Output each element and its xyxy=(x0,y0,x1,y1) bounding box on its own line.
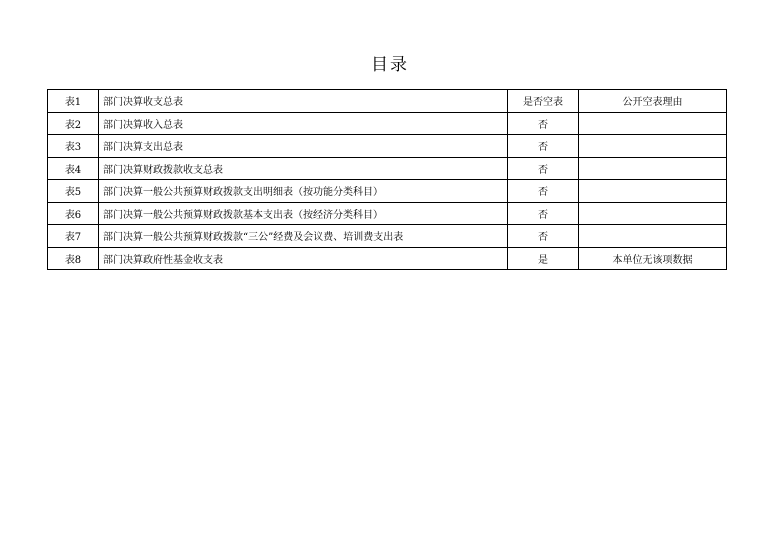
table-row xyxy=(48,225,727,248)
table-name-cell: 部门决算收支总表 xyxy=(99,90,508,113)
table-row xyxy=(48,247,727,270)
table-code-cell: 表4 xyxy=(48,157,99,180)
is-empty-cell: 否 xyxy=(508,225,579,248)
is-empty-cell: 否 xyxy=(508,180,579,203)
table-code-cell: 表3 xyxy=(48,135,99,158)
table-name-cell: 部门决算政府性基金收支表 xyxy=(99,247,508,270)
reason-cell xyxy=(579,135,727,158)
table-row xyxy=(48,135,727,158)
table-name-cell: 部门决算收入总表 xyxy=(99,112,508,135)
reason-cell: 本单位无该项数据 xyxy=(579,247,727,270)
reason-cell xyxy=(579,180,727,203)
table-name-cell: 部门决算支出总表 xyxy=(99,135,508,158)
reason-cell xyxy=(579,157,727,180)
table-code-cell: 表2 xyxy=(48,112,99,135)
reason-cell xyxy=(579,202,727,225)
is-empty-cell: 否 xyxy=(508,202,579,225)
is-empty-cell: 否 xyxy=(508,112,579,135)
table-code-cell: 表8 xyxy=(48,247,99,270)
is-empty-cell: 否 xyxy=(508,135,579,158)
table-row xyxy=(48,112,727,135)
table-row xyxy=(48,202,727,225)
is-empty-cell: 是 xyxy=(508,247,579,270)
table-name-cell: 部门决算一般公共预算财政拨款“三公”经费及会议费、培训费支出表 xyxy=(99,225,508,248)
table-code-cell: 表1 xyxy=(48,90,99,113)
table-code-cell: 表6 xyxy=(48,202,99,225)
table-name-cell: 部门决算一般公共预算财政拨款基本支出表（按经济分类科目） xyxy=(99,202,508,225)
table-code-cell: 表5 xyxy=(48,180,99,203)
table-code-cell: 表7 xyxy=(48,225,99,248)
reason-header: 公开空表理由 xyxy=(579,90,727,113)
reason-cell xyxy=(579,112,727,135)
is-empty-cell: 否 xyxy=(508,157,579,180)
table-header-row xyxy=(48,90,727,113)
reason-cell xyxy=(579,225,727,248)
table-row xyxy=(48,180,727,203)
page-title: 目录 xyxy=(371,55,409,75)
table-name-cell: 部门决算财政拨款收支总表 xyxy=(99,157,508,180)
is-empty-header: 是否空表 xyxy=(508,90,579,113)
table-of-contents xyxy=(47,89,727,270)
table-row xyxy=(48,157,727,180)
table-name-cell: 部门决算一般公共预算财政拨款支出明细表（按功能分类科目） xyxy=(99,180,508,203)
